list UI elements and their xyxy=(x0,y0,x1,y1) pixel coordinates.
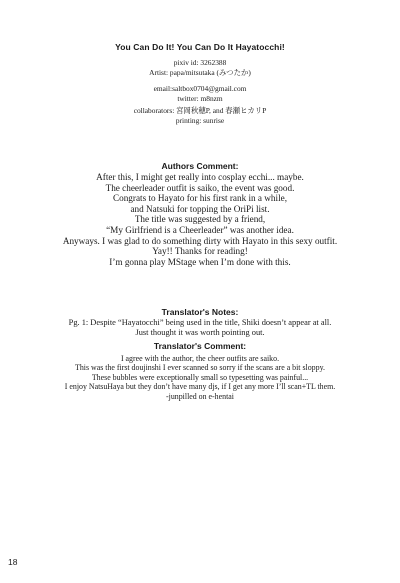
translators-comment-line: -junpilled on e-hentai xyxy=(166,391,234,401)
pixiv-id: pixiv id: 3262388 xyxy=(173,58,227,67)
artist-credit: Artist: papa/mitsutaka (みつたか) xyxy=(149,67,251,77)
authors-comment-line: The cheerleader outfit is saiko, the event was good. xyxy=(105,182,295,193)
translators-notes-line: Pg. 1: Despite “Hayatocchi” being used in the title, Shiki doesn’t appear at all. xyxy=(68,318,332,327)
translators-notes-heading: Translator's Notes: xyxy=(161,307,239,317)
authors-comment-line: Congrats to Hayato for his first rank in a while, xyxy=(112,193,287,204)
email-credit: email:saltbox0704@gmail.com xyxy=(153,84,247,93)
credits-artist-block xyxy=(0,58,400,77)
page-number: 18 xyxy=(8,557,18,567)
credits-contact-block xyxy=(0,84,400,103)
authors-comment-body xyxy=(0,172,400,267)
authors-comment-line: and Natsuki for topping the OriPi list. xyxy=(130,203,270,214)
translators-notes-body xyxy=(0,318,400,338)
twitter-credit: twitter: m8nzm xyxy=(177,93,223,103)
translators-comment-body xyxy=(0,354,400,401)
authors-comment-line: The title was suggested by a friend, xyxy=(134,214,266,225)
doujin-title: You Can Do It! You Can Do It Hayatocchi! xyxy=(115,42,285,52)
authors-comment-line: “My Girlfriend is a Cheerleader” was another idea. xyxy=(106,224,294,235)
authors-comment-heading: Authors Comment: xyxy=(161,161,239,171)
translators-comment-heading: Translator's Comment: xyxy=(153,341,247,351)
credits-collab-block xyxy=(0,106,400,125)
collaborators-credit: collaborators: 宮岡秋穂P, and 春瀬ヒカリP xyxy=(133,106,267,115)
translators-notes-line: Just thought it was worth pointing out. xyxy=(135,328,265,337)
authors-comment-line: After this, I might get really into cosplay ecchi... maybe. xyxy=(96,172,304,182)
translators-comment-line: These bubbles were exceptionally small so typesetting was painful... xyxy=(91,372,309,382)
authors-comment-line: Yay!! Thanks for reading! xyxy=(152,246,248,257)
translators-comment-line: This was the first doujinshi I ever scanned so sorry if the scans are a bit sloppy. xyxy=(75,363,325,373)
printing-credit: printing: sunrise xyxy=(175,115,225,125)
translators-comment-line: I enjoy NatsuHaya but they don’t have many djs, if I get any more I’ll scan+TL them. xyxy=(64,382,336,392)
authors-comment-line: I’m gonna play MStage when I’m done with this. xyxy=(109,256,291,267)
translators-comment-line: I agree with the author, the cheer outfits are saiko. xyxy=(120,354,280,363)
authors-comment-line: Anyways. I was glad to do something dirty with Hayato in this sexy outfit. xyxy=(62,235,338,246)
